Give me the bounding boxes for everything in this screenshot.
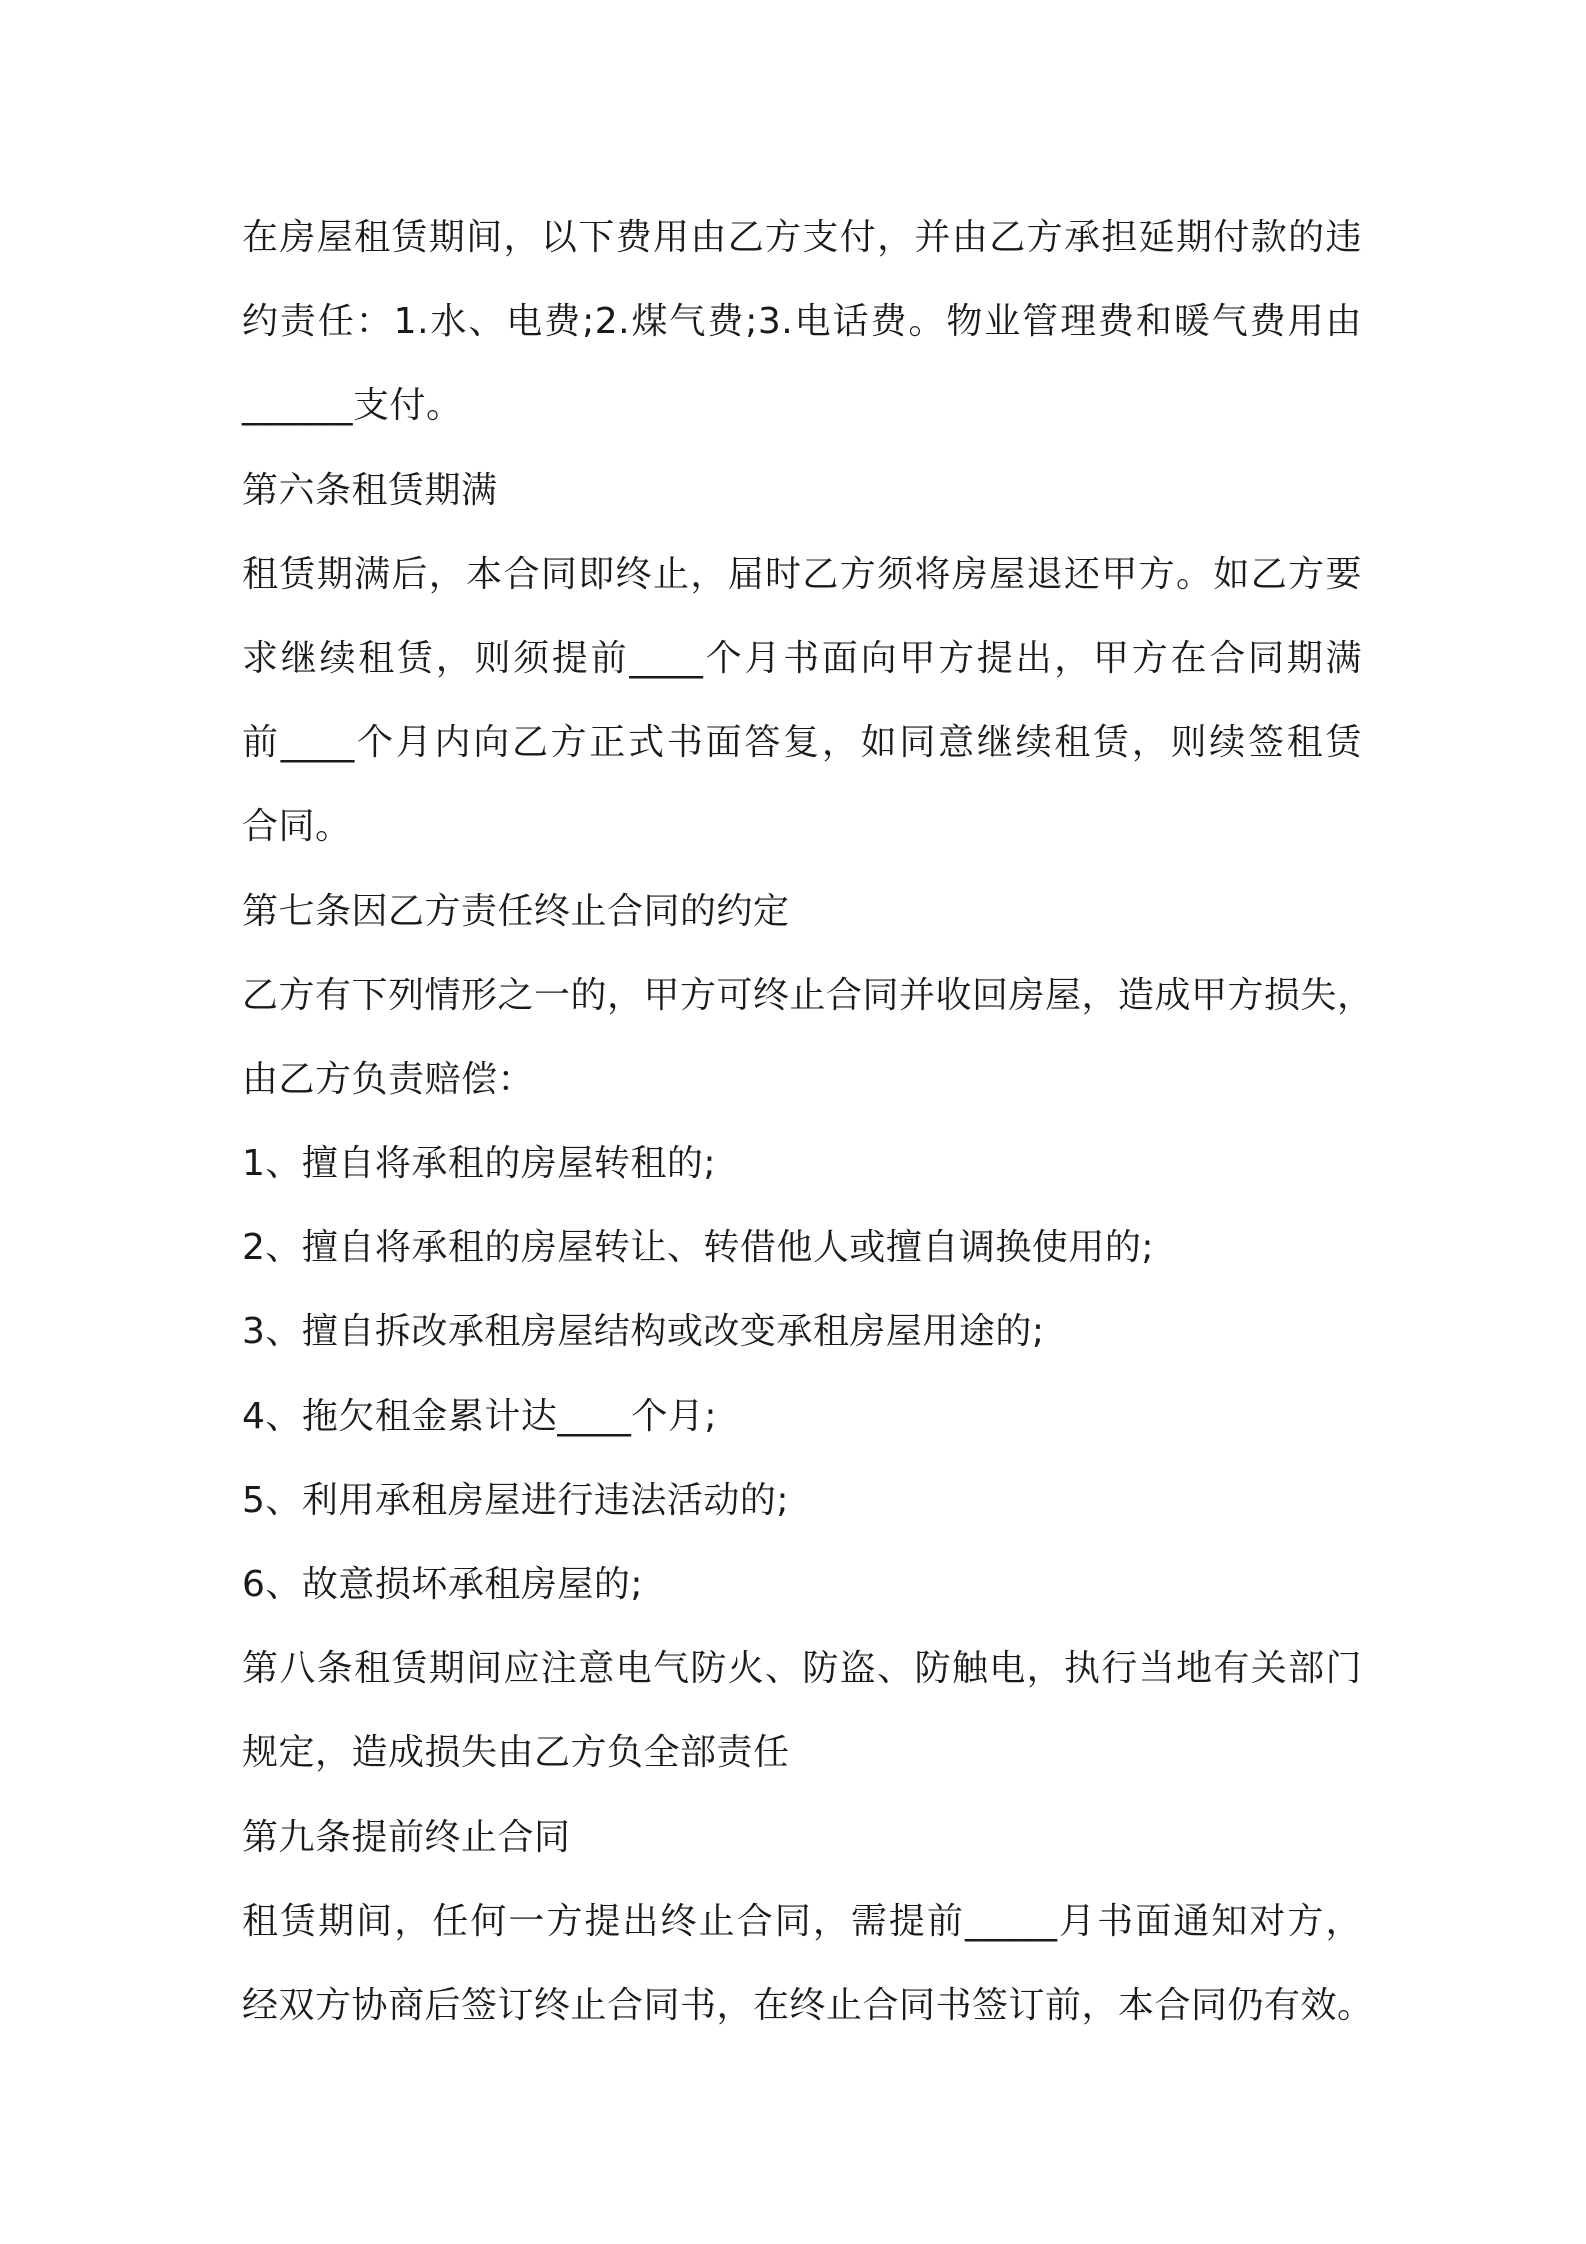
text-line: 求继续租赁，则须提前____个月书面向甲方提出，甲方在合同期满 (242, 637, 1362, 679)
document-body (242, 196, 1374, 2048)
text-line: 租赁期间，任何一方提出终止合同，需提前_____月书面通知对方， (242, 1900, 1362, 1942)
text-line: 规定，造成损失由乙方负全部责任 (242, 1732, 790, 1774)
list-item: 1、擅自将承租的房屋转租的; (242, 1143, 717, 1185)
list-item: 4、拖欠租金累计达____个月; (242, 1395, 718, 1437)
section-heading: 第六条租赁期满 (242, 469, 498, 511)
text-line: 乙方有下列情形之一的，甲方可终止合同并收回房屋，造成甲方损失， (242, 974, 1374, 1016)
section-heading: 第七条因乙方责任终止合同的约定 (242, 890, 790, 932)
list-item: 5、利用承租房屋进行违法活动的; (242, 1479, 790, 1521)
section-heading: 第九条提前终止合同 (242, 1816, 571, 1858)
section-heading: 第八条租赁期间应注意电气防火、防盗、防触电，执行当地有关部门 (242, 1648, 1362, 1690)
text-line: 在房屋租赁期间，以下费用由乙方支付，并由乙方承担延期付款的违 (242, 217, 1362, 258)
text-line: 合同。 (242, 806, 352, 848)
text-line: 租赁期满后，本合同即终止，届时乙方须将房屋退还甲方。如乙方要 (242, 553, 1362, 595)
text-line: 约责任：1.水、电费;2.煤气费;3.电话费。物业管理费和暖气费用由 (242, 301, 1362, 343)
list-item: 2、擅自将承租的房屋转让、转借他人或擅自调换使用的; (242, 1227, 1155, 1269)
list-item: 6、故意损坏承租房屋的; (242, 1564, 644, 1605)
text-line: 由乙方负责赔偿： (242, 1058, 535, 1100)
text-line: 前____个月内向乙方正式书面答复，如同意继续租赁，则续签租赁 (242, 722, 1362, 764)
text-line: ______支付。 (242, 385, 463, 427)
text-line: 经双方协商后签订终止合同书，在终止合同书签订前，本合同仍有效。 (242, 1984, 1374, 2026)
list-item: 3、擅自拆改承租房屋结构或改变承租房屋用途的; (242, 1311, 1045, 1353)
